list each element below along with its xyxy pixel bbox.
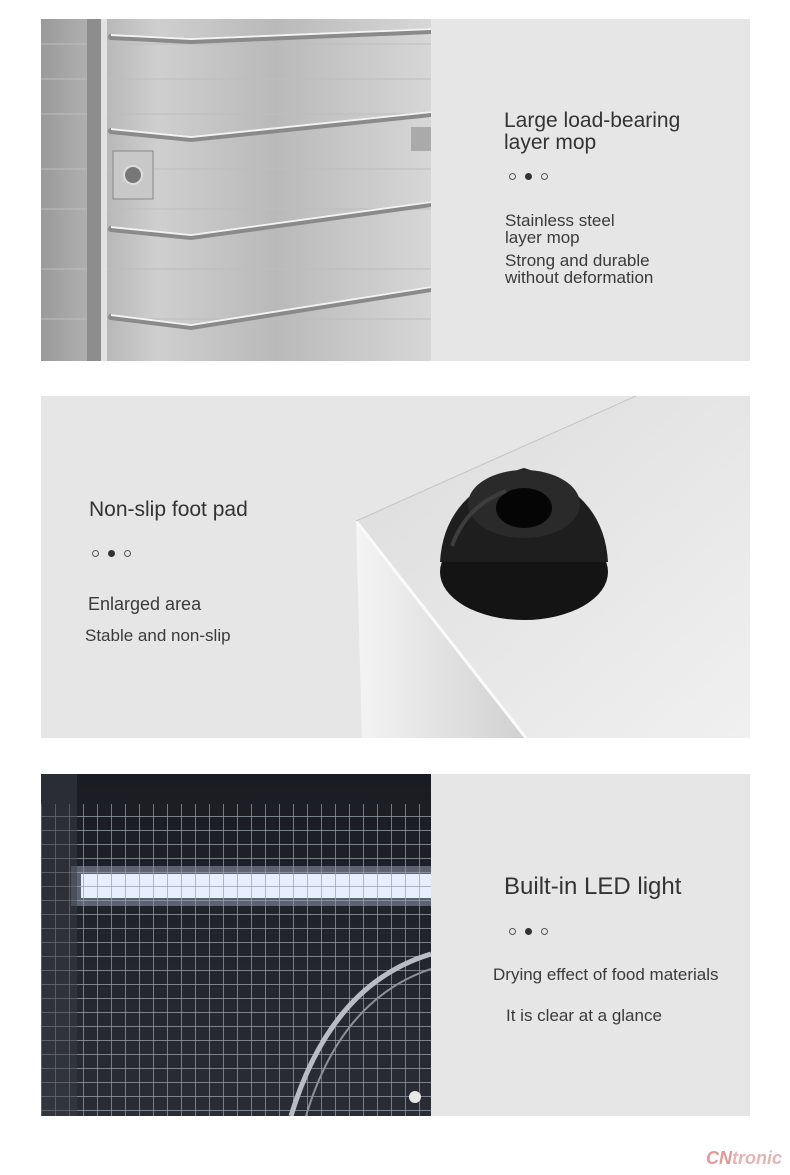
pagination-dot <box>92 550 99 557</box>
section-body-line: Stable and non-slip <box>85 626 231 645</box>
pagination-dot-active <box>525 173 532 180</box>
section-body-line: Stainless steel <box>505 211 615 230</box>
pagination-dots <box>509 173 548 180</box>
pagination-dot <box>509 173 516 180</box>
stainless-steel-rack-photo <box>41 19 431 361</box>
feature-panel-rack <box>41 19 750 361</box>
wire-mesh-led-interior-photo <box>41 774 431 1116</box>
pagination-dot <box>541 173 548 180</box>
watermark-suffix: tronic <box>731 1148 782 1168</box>
section-title-line: Built-in LED light <box>504 873 682 900</box>
brand-watermark <box>706 1148 782 1169</box>
pagination-dots <box>509 928 548 935</box>
watermark-prefix: CN <box>705 1148 732 1168</box>
section-title-line: Non-slip foot pad <box>89 498 248 521</box>
section-body-line: Drying effect of food materials <box>493 965 719 984</box>
section-body-line: It is clear at a glance <box>506 1006 662 1025</box>
rubber-foot-pad-photo <box>356 396 750 738</box>
pagination-dot <box>541 928 548 935</box>
section-title-line: Large load-bearing <box>504 109 681 132</box>
pagination-dot-active <box>525 928 532 935</box>
section-body-line: Strong and durable <box>505 251 650 270</box>
feature-panel-led <box>41 774 750 1116</box>
section-body-line: layer mop <box>505 228 580 247</box>
pagination-dots <box>92 550 131 557</box>
feature-panel-foot-pad <box>41 396 750 738</box>
section-title-line: layer mop <box>504 131 597 154</box>
pagination-dot-active <box>108 550 115 557</box>
section-body-line: Enlarged area <box>88 594 202 614</box>
pagination-dot <box>124 550 131 557</box>
section-body-line: without deformation <box>505 268 654 287</box>
pagination-dot <box>509 928 516 935</box>
